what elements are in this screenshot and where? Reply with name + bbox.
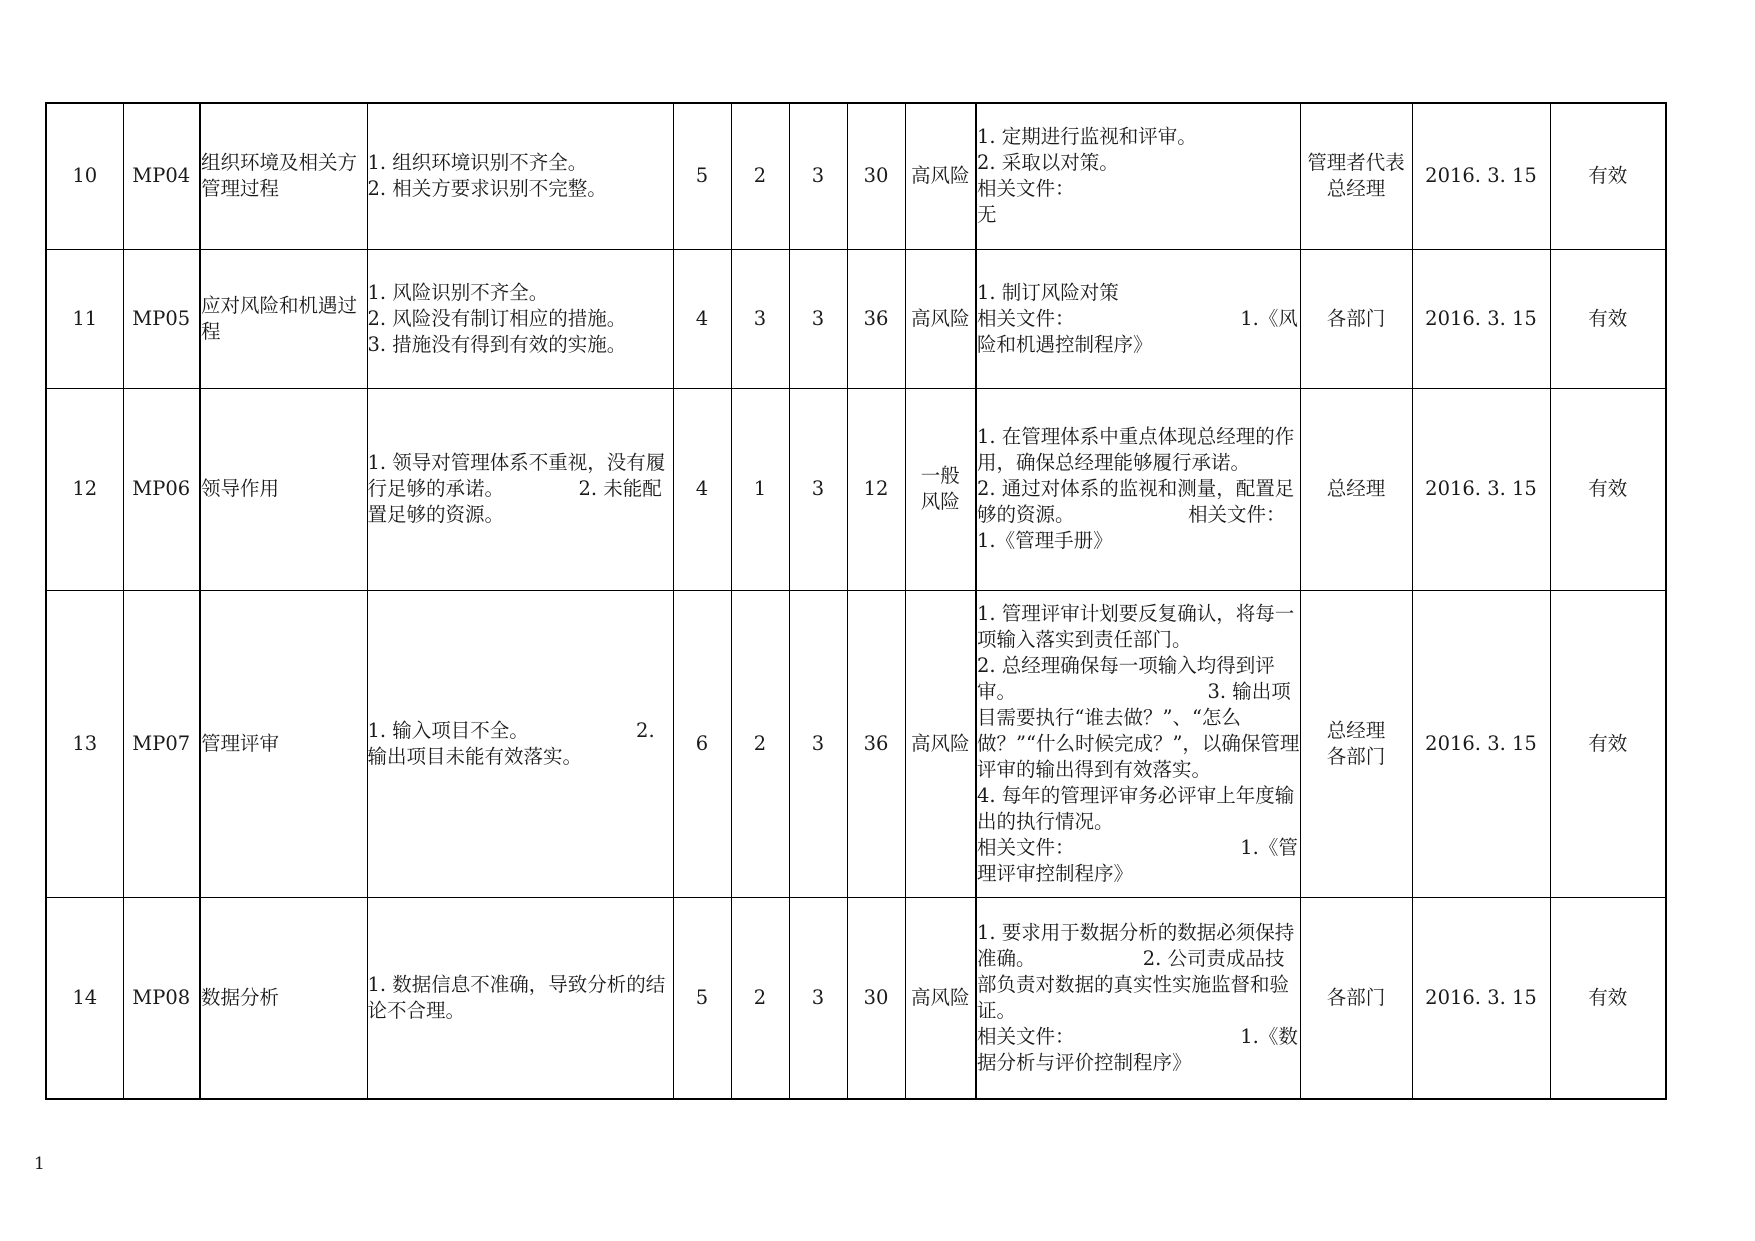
responsible-owner: 总经理 <box>1300 388 1412 590</box>
row-number: 13 <box>46 590 123 897</box>
status-value: 有效 <box>1550 388 1666 590</box>
process-name: 应对风险和机遇过程 <box>200 249 367 388</box>
responsible-owner: 管理者代表 总经理 <box>1300 103 1412 249</box>
risk-assessment-table <box>45 102 1667 1100</box>
process-code: MP06 <box>123 388 200 590</box>
risk-priority-number: 12 <box>847 388 905 590</box>
responsible-owner: 各部门 <box>1300 897 1412 1099</box>
control-measures: 1. 制订风险对策 相关文件： 1.《风险和机遇控制程序》 <box>976 249 1300 388</box>
detection-score: 3 <box>789 249 847 388</box>
risk-level: 高风险 <box>905 897 976 1099</box>
control-measures: 1. 管理评审计划要反复确认，将每一项输入落实到责任部门。 2. 总经理确保每一项输入均得到评审。 3. 输出项目需要执行“谁去做？”、“怎么做？”“什么时候完成？”，以确保管理评审的输出得到有效落实。 4. 每年的管理评审务必评审上年度输出的执行情况。 相关文件： 1.《管理评审控制程序》 <box>976 590 1300 897</box>
assessment-date: 2016. 3. 15 <box>1412 897 1550 1099</box>
page-number: 1 <box>34 1154 45 1174</box>
status-value: 有效 <box>1550 590 1666 897</box>
status-value: 有效 <box>1550 897 1666 1099</box>
responsible-owner: 总经理 各部门 <box>1300 590 1412 897</box>
detection-score: 3 <box>789 103 847 249</box>
process-code: MP07 <box>123 590 200 897</box>
process-name: 组织环境及相关方管理过程 <box>200 103 367 249</box>
process-code: MP04 <box>123 103 200 249</box>
status-value: 有效 <box>1550 103 1666 249</box>
occurrence-score: 2 <box>731 103 789 249</box>
occurrence-score: 1 <box>731 388 789 590</box>
process-name: 领导作用 <box>200 388 367 590</box>
risk-level: 高风险 <box>905 590 976 897</box>
row-number: 14 <box>46 897 123 1099</box>
table-row <box>46 590 1666 897</box>
row-number: 11 <box>46 249 123 388</box>
control-measures: 1. 定期进行监视和评审。 2. 采取以对策。 相关文件： 无 <box>976 103 1300 249</box>
control-measures: 1. 要求用于数据分析的数据必须保持准确。 2. 公司责成品技部负责对数据的真实性实施监督和验证。 相关文件： 1.《数据分析与评价控制程序》 <box>976 897 1300 1099</box>
status-value: 有效 <box>1550 249 1666 388</box>
assessment-date: 2016. 3. 15 <box>1412 103 1550 249</box>
risk-description: 1. 领导对管理体系不重视，没有履行足够的承诺。 2. 未能配置足够的资源。 <box>367 388 673 590</box>
risk-priority-number: 36 <box>847 249 905 388</box>
risk-description: 1. 风险识别不齐全。 2. 风险没有制订相应的措施。 3. 措施没有得到有效的实施。 <box>367 249 673 388</box>
detection-score: 3 <box>789 897 847 1099</box>
assessment-date: 2016. 3. 15 <box>1412 590 1550 897</box>
responsible-owner: 各部门 <box>1300 249 1412 388</box>
risk-description: 1. 数据信息不准确，导致分析的结论不合理。 <box>367 897 673 1099</box>
assessment-date: 2016. 3. 15 <box>1412 388 1550 590</box>
severity-score: 5 <box>673 897 731 1099</box>
row-number: 10 <box>46 103 123 249</box>
risk-description: 1. 组织环境识别不齐全。 2. 相关方要求识别不完整。 <box>367 103 673 249</box>
risk-priority-number: 30 <box>847 897 905 1099</box>
risk-level: 高风险 <box>905 103 976 249</box>
process-code: MP05 <box>123 249 200 388</box>
row-number: 12 <box>46 388 123 590</box>
severity-score: 4 <box>673 249 731 388</box>
occurrence-score: 2 <box>731 897 789 1099</box>
severity-score: 5 <box>673 103 731 249</box>
assessment-date: 2016. 3. 15 <box>1412 249 1550 388</box>
severity-score: 4 <box>673 388 731 590</box>
control-measures: 1. 在管理体系中重点体现总经理的作用，确保总经理能够履行承诺。 2. 通过对体系的监视和测量，配置足够的资源。 相关文件： 1.《管理手册》 <box>976 388 1300 590</box>
table-row <box>46 388 1666 590</box>
detection-score: 3 <box>789 388 847 590</box>
occurrence-score: 2 <box>731 590 789 897</box>
table-row <box>46 103 1666 249</box>
process-name: 管理评审 <box>200 590 367 897</box>
risk-priority-number: 36 <box>847 590 905 897</box>
detection-score: 3 <box>789 590 847 897</box>
severity-score: 6 <box>673 590 731 897</box>
risk-level: 一般风险 <box>905 388 976 590</box>
risk-level: 高风险 <box>905 249 976 388</box>
risk-priority-number: 30 <box>847 103 905 249</box>
occurrence-score: 3 <box>731 249 789 388</box>
table-row <box>46 249 1666 388</box>
risk-description: 1. 输入项目不全。 2. 输出项目未能有效落实。 <box>367 590 673 897</box>
process-name: 数据分析 <box>200 897 367 1099</box>
process-code: MP08 <box>123 897 200 1099</box>
table-row <box>46 897 1666 1099</box>
